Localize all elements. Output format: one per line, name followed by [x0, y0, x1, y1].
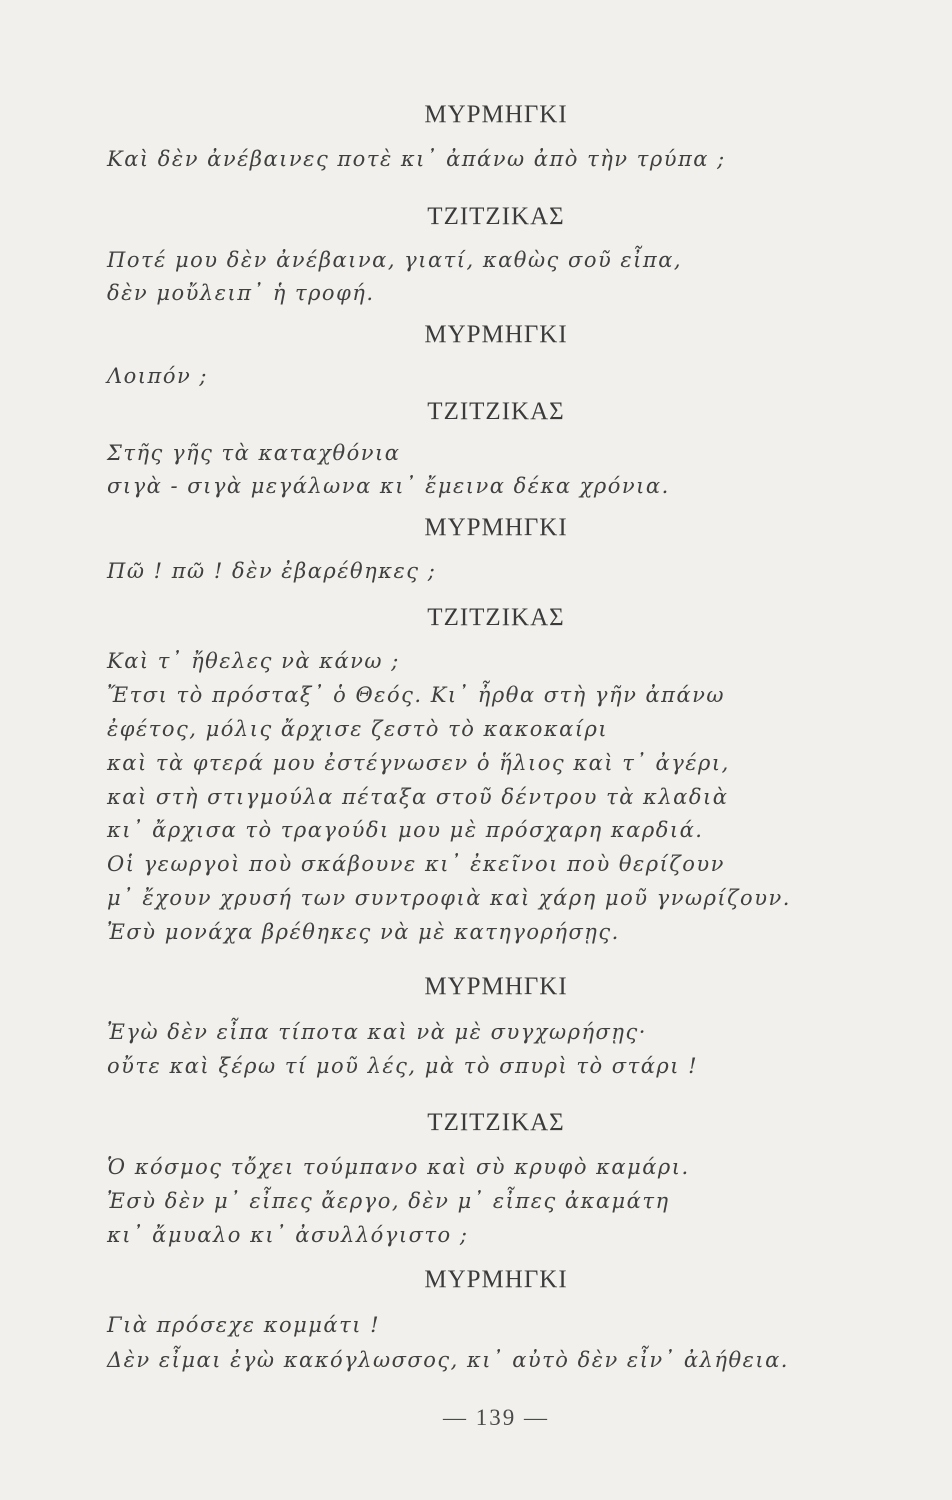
verse-line: καὶ στὴ στιγμούλα πέταξα στοῦ δέντρου τὰ κλαδιὰ [107, 785, 729, 809]
speaker-heading: ΜΥΡΜΗΓΚΙ [424, 1266, 568, 1293]
verse-line: Καὶ τ᾿ ἤθελες νὰ κάνω ; [107, 649, 400, 673]
verse-line: Πῶ ! πῶ ! δὲν ἐβαρέθηκες ; [107, 559, 437, 583]
speaker-heading: ΜΥΡΜΗΓΚΙ [424, 973, 568, 1000]
verse-line: Στῆς γῆς τὰ καταχθόνια [107, 441, 401, 465]
verse-line: δὲν μοὔλειπ᾿ ἡ τροφή. [107, 281, 375, 305]
page-number: — 139 — [443, 1405, 549, 1430]
verse-line: οὔτε καὶ ξέρω τί μοῦ λές, μὰ τὸ σπυρὶ τὸ στάρι ! [107, 1054, 699, 1078]
verse-line: ἐφέτος, μόλις ἄρχισε ζεστὸ τὸ κακοκαίρι [107, 717, 609, 741]
verse-line: καὶ τὰ φτερά μου ἐστέγνωσεν ὁ ἥλιος καὶ τ᾿ ἀγέρι, [107, 751, 730, 775]
verse-line: μ᾿ ἔχουν χρυσή των συντροφιὰ καὶ χάρη μοῦ γνωρίζουν. [107, 886, 791, 910]
verse-line: Ὁ κόσμος τὄχει τούμπανο καὶ σὺ κρυφὸ καμάρι. [107, 1155, 690, 1179]
verse-line: Ἐγὼ δὲν εἶπα τίποτα καὶ νὰ μὲ συγχωρήσῃς· [107, 1020, 647, 1044]
speaker-heading: ΤΖΙΤΖΙΚΑΣ [427, 604, 565, 631]
speaker-heading: ΤΖΙΤΖΙΚΑΣ [427, 1109, 565, 1136]
verse-line: Ἔτσι τὸ πρόσταξ᾿ ὁ Θεός. Κι᾿ ἦρθα στὴ γῆν ἀπάνω [107, 683, 726, 707]
speaker-heading: ΤΖΙΤΖΙΚΑΣ [427, 203, 565, 230]
speaker-heading: ΜΥΡΜΗΓΚΙ [424, 321, 568, 348]
verse-line: Ἐσὺ δὲν μ᾿ εἶπες ἄεργο, δὲν μ᾿ εἶπες ἀκαμάτη [107, 1189, 670, 1213]
verse-line: Γιὰ πρόσεχε κομμάτι ! [107, 1313, 381, 1337]
speaker-heading: ΤΖΙΤΖΙΚΑΣ [427, 398, 565, 425]
verse-line: κι᾿ ἄμυαλο κι᾿ ἀσυλλόγιστο ; [107, 1223, 469, 1247]
speaker-heading: ΜΥΡΜΗΓΚΙ [424, 101, 568, 128]
verse-line: Λοιπόν ; [107, 364, 209, 388]
verse-line: σιγὰ - σιγὰ μεγάλωνα κι᾿ ἔμεινα δέκα χρόνια. [107, 474, 670, 498]
speaker-heading: ΜΥΡΜΗΓΚΙ [424, 514, 568, 541]
verse-line: κι᾿ ἄρχισα τὸ τραγούδι μου μὲ πρόσχαρη καρδιά. [107, 818, 704, 842]
verse-line: Ἐσὺ μονάχα βρέθηκες νὰ μὲ κατηγορήσῃς. [107, 920, 620, 944]
verse-line: Δὲν εἶμαι ἐγὼ κακόγλωσσος, κι᾿ αὐτὸ δὲν εἶν᾿ ἀλήθεια. [107, 1348, 789, 1372]
verse-line: Ποτέ μου δὲν ἀνέβαινα, γιατί, καθὼς σοῦ εἶπα, [107, 248, 683, 272]
verse-line: Οἱ γεωργοὶ ποὺ σκάβουνε κι᾿ ἐκεῖνοι ποὺ θερίζουν [107, 852, 725, 876]
verse-line: Καὶ δὲν ἀνέβαινες ποτὲ κι᾿ ἀπάνω ἀπὸ τὴν τρύπα ; [107, 147, 726, 171]
